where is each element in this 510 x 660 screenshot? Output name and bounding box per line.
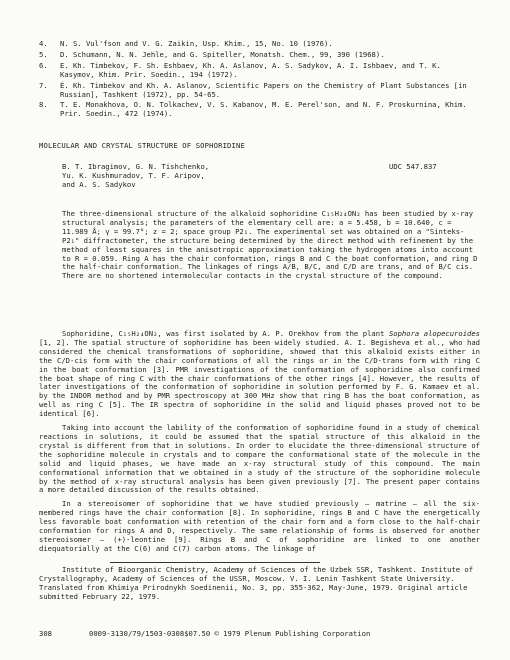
author-line: B. T. Ibragimov, G. N. Tishchenko, <box>62 162 210 171</box>
author-line: Yu. K. Kushmuradov, T. F. Aripov, <box>62 170 205 180</box>
paragraph-text: Sophoridine, C₁₅H₂₄ON₂, was first isolated by A. P. Orekhov from the plant <box>62 329 389 338</box>
reference-number: 5. <box>39 49 48 59</box>
reference-number: 4. <box>39 39 48 48</box>
reference-number: 6. <box>39 60 48 70</box>
reference-item <box>39 82 479 100</box>
reference-text: É. Kh. Timbekov and Kh. A. Aslanov, Scientific Papers on the Chemistry of Plant Substances [in Russian], Tashkent (1972), pp. 54-65. <box>60 80 467 99</box>
udc-code: UDC 547.837 <box>389 162 437 171</box>
article-body <box>39 330 480 559</box>
reference-text: T. E. Monakhova, O. N. Tolkachev, V. S. Kabanov, M. E. Perel'son, and N. F. Proskurnina, Khim. Prir. Soedin., 472 (1974). <box>60 100 467 119</box>
author-list <box>62 163 362 190</box>
reference-item <box>39 101 479 119</box>
footnote <box>39 566 480 602</box>
body-paragraph: In a stereoisomer of sophoridine that we have studied previously — matrine — all the six-membered rings have the chair conformation [8]. In sophoridine, rings B and C have the energetically less favorable boat conformation with retention of the chair form and a form close to the half-chair conformation for rings A and D, respectively. The same relationship of forms is observed for another stereoisomer — (+)-leontine [9]. Rings B and C of sophoridine are linked to one another diequatorially at the C(6) and C(7) carbon atoms. The linkage of <box>39 499 480 553</box>
page-number: 308 <box>39 629 52 638</box>
reference-item <box>39 51 479 60</box>
footnote-text: Institute of Bioorganic Chemistry, Academy of Sciences of the Uzbek SSR, Tashkent. Institute of Crystallography, Academy of Sciences of the USSR, Moscow. V. I. Lenin Tashkent State University. Translated from Khimiya Prirodnykh Soedinenii, No. 3, pp. 355-362, May-June, 1979. Original article submitted February 22, 1979. <box>39 565 474 601</box>
reference-text: E. Kh. Timbekov, F. Sh. Eshbaev, Kh. A. Aslanov, A. S. Sadykov, A. I. Ishbaev, and T. K. Kasymov, Khim. Prir. Soedin., 194 (1972). <box>60 60 441 79</box>
footnote-rule <box>110 562 320 563</box>
copyright-line: 0009-3130/79/1503-0308$07.50 © 1979 Plenum Publishing Corporation <box>89 629 371 638</box>
reference-text: D. Schumann, N. N. Jehle, and G. Spiteller, Monatsh. Chem., 99, 390 (1968). <box>60 49 385 59</box>
page-footer <box>39 630 480 639</box>
reference-number: 7. <box>39 80 48 90</box>
body-paragraph: Taking into account the lability of the conformation of sophoridine found in a study of chemical reactions in solutions, it could be assumed that the spatial structure of this alkaloid in the crystal is different from that in solutions. In order to elucidate the three-dimensional structure of the sophoridine molecule in crystals and to compare the conformational state of the molecule in the solid and liquid phases, we have made an x-ray structural study of this compound. The main conformational information that we obtained in a study of the structure of the sophoridine molecule by the method of x-ray structural analysis has been given previously [7]. The present paper contains a more detailed discussion of the results obtained. <box>39 423 480 495</box>
reference-text: N. S. Vul'fson and V. G. Zaikin, Usp. Khim., 15, No. 10 (1976). <box>60 39 333 48</box>
reference-item <box>39 62 479 80</box>
abstract: The three-dimensional structure of the alkaloid sophoridine C₁₅H₂₄ON₂ has been studied by x-ray structural analysis; the parameters of the elementary cell are: a = 5.458, b = 10.640, c = 11.989 Å; γ = 99.7°; z = 2; space group P2₁. The experimental set was obtained on a "Sinteks-P2₁" diffractometer, the structure being determined by the direct method with refinement by the method of least squares in the anisotropic approximation taking the hydrogen atoms into account to R = 0.059. Ring A has the chair conformation, rings B and C the boat conformation, and ring D the half-chair conformation. The linkages of rings A/B, B/C, and C/D are trans, and of B/C cis. There are no shortened intermolecular contacts in the crystal structure of the compound. <box>62 209 478 281</box>
reference-number: 8. <box>39 100 48 110</box>
article-title: MOLECULAR AND CRYSTAL STRUCTURE OF SOPHORIDINE <box>39 141 245 150</box>
plant-name: Sophora alopecuroides <box>388 329 481 338</box>
author-line: and A. S. Sadykov <box>62 179 136 189</box>
paragraph-text: [1, 2]. The spatial structure of sophoridine has been widely studied. A. I. Begisheva et al., who had considered the chemical transformations of sophoridine, showed that this alkaloid exists either in the C/D-cis form with the chair conformations of all the rings or in the C/D-trans form with ring C in the boat conformation [3]. PMR investigations of the conformation of sophoridine also confirmed the boat shape of ring C with the chair conformations of the other rings [4]. However, the results of later investigations of the conformation of sophoridine in solution performed by F. G. Kamaev et al. by the INDOR method and by PMR spectroscopy at 300 MHz show that ring B has the boat conformation, as well as ring C [5]. The IR spectra of sophoridine in the solid and liquid phases proved not to be identical [6]. <box>39 337 480 419</box>
reference-list <box>39 40 479 121</box>
body-paragraph <box>39 330 480 419</box>
reference-item <box>39 40 479 49</box>
